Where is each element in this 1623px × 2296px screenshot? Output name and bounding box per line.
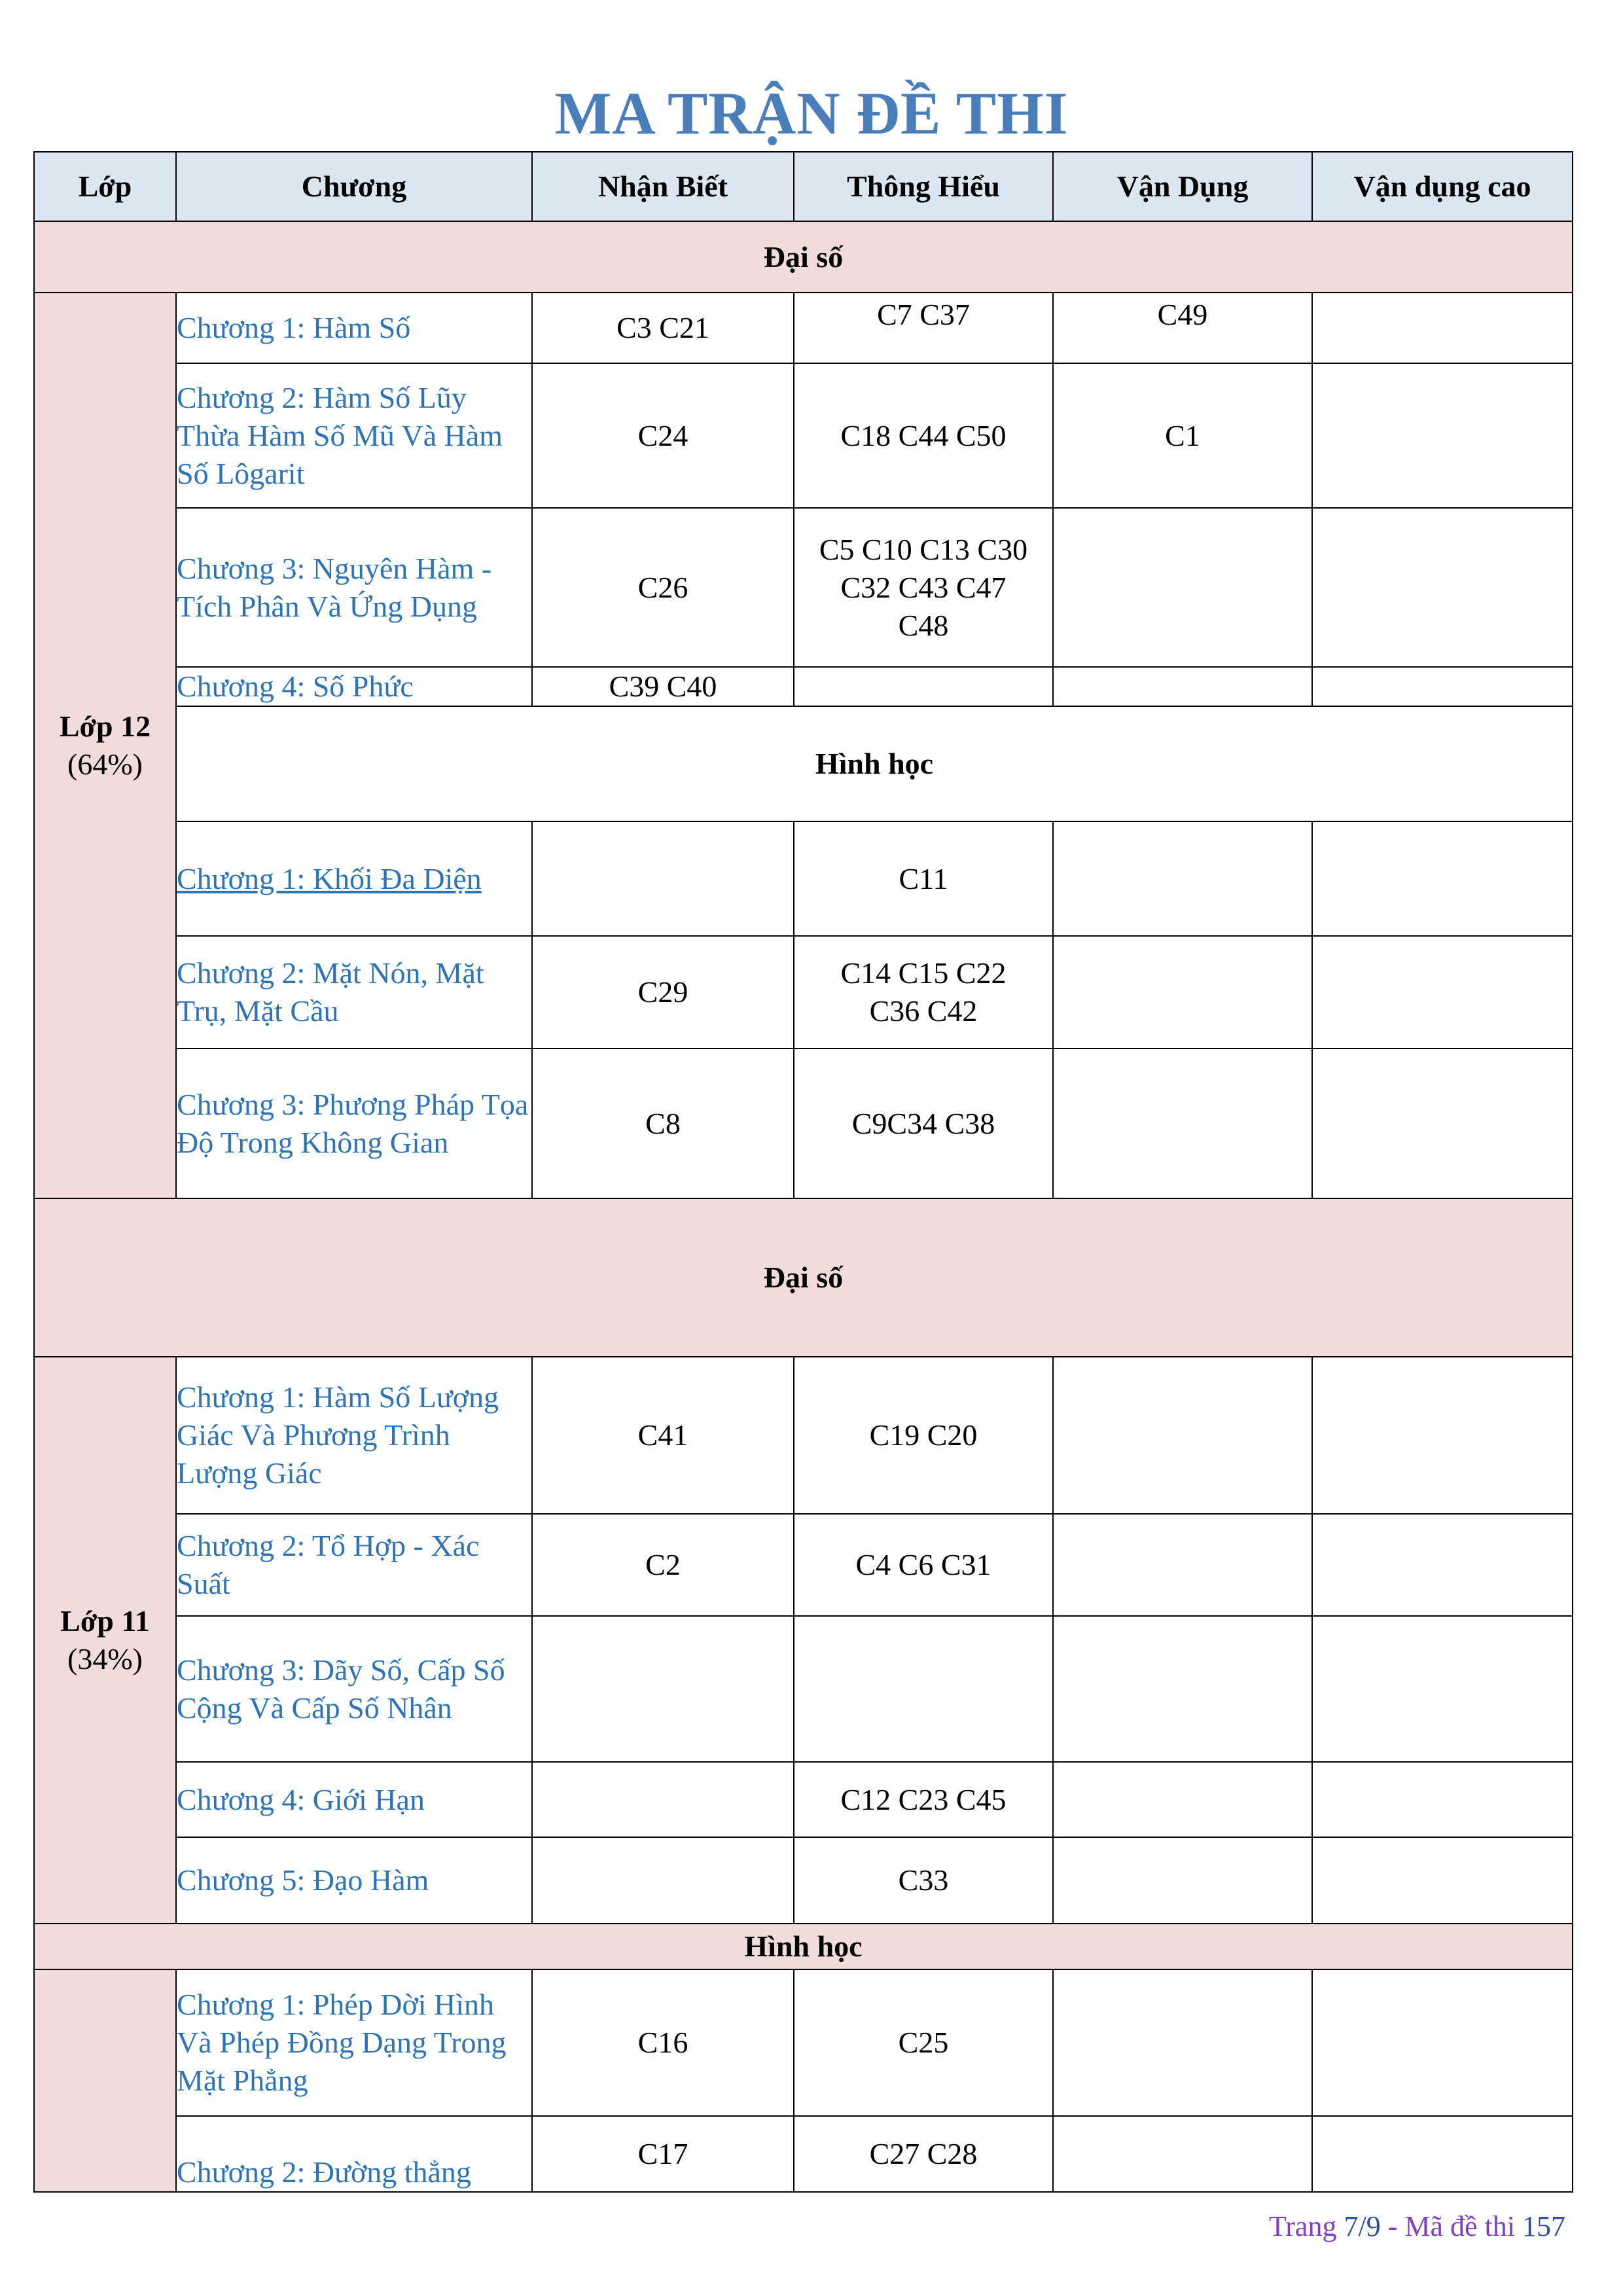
advanced-cell [1312, 1357, 1573, 1514]
comprehension-cell: C4 C6 C31 [794, 1514, 1053, 1616]
advanced-cell [1312, 1616, 1573, 1762]
recognition-cell [532, 1762, 794, 1837]
advanced-cell [1312, 1969, 1573, 2116]
comprehension-cell: C11 [794, 821, 1053, 936]
application-cell [1053, 1837, 1312, 1924]
application-cell [1053, 1969, 1312, 2116]
comprehension-cell: C9C34 C38 [794, 1049, 1053, 1198]
application-cell [1053, 1357, 1312, 1514]
table-row [34, 2116, 1573, 2192]
header-grade: Lớp [34, 152, 176, 221]
section-row [34, 1924, 1573, 1969]
comprehension-cell: C12 C23 C45 [794, 1762, 1053, 1837]
section-row [34, 1198, 1573, 1357]
chapter-cell: Chương 4: Số Phức [176, 667, 532, 706]
application-cell: C1 [1053, 363, 1312, 508]
chapter-cell: Chương 2: Đường thẳng [176, 2116, 532, 2192]
advanced-cell [1312, 363, 1573, 508]
comprehension-cell: C33 [794, 1837, 1053, 1924]
table-row [34, 1837, 1573, 1924]
advanced-cell [1312, 1514, 1573, 1616]
application-cell [1053, 508, 1312, 667]
recognition-cell: C3 C21 [532, 293, 794, 363]
footer-page-number: 7/9 [1344, 2210, 1381, 2242]
section-title-algebra-11: Đại số [34, 1198, 1573, 1357]
header-comprehension: Thông Hiểu [794, 152, 1053, 221]
comprehension-cell [794, 667, 1053, 706]
table-row [34, 508, 1573, 667]
grade-12-cell [34, 293, 176, 1198]
chapter-cell: Chương 3: Nguyên Hàm - Tích Phân Và Ứng Dụng [176, 508, 532, 667]
comprehension-cell: C14 C15 C22 C36 C42 [794, 936, 1053, 1049]
advanced-cell [1312, 2116, 1573, 2192]
table-row [34, 1049, 1573, 1198]
application-cell [1053, 936, 1312, 1049]
footer-middle: - Mã đề thi [1380, 2210, 1522, 2242]
section-title-geometry-11: Hình học [34, 1924, 1573, 1969]
grade-label: Lớp 11 [60, 1604, 150, 1638]
header-recognition: Nhận Biết [532, 152, 794, 221]
grade-percent: (34%) [67, 1642, 143, 1676]
chapter-cell: Chương 1: Hàm Số Lượng Giác Và Phương Trình Lượng Giác [176, 1357, 532, 1514]
table-row [34, 667, 1573, 706]
grade-11-geometry-cell [34, 1969, 176, 2192]
table-row [34, 1762, 1573, 1837]
header-row [34, 152, 1573, 221]
recognition-cell [532, 821, 794, 936]
header-application: Vận Dụng [1053, 152, 1312, 221]
chapter-cell[interactable]: Chương 1: Khối Đa Diện [176, 821, 532, 936]
recognition-cell: C2 [532, 1514, 794, 1616]
footer-prefix: Trang [1268, 2210, 1344, 2242]
footer-exam-code: 157 [1522, 2210, 1565, 2242]
comprehension-cell [794, 1616, 1053, 1762]
header-advanced-application: Vận dụng cao [1312, 152, 1573, 221]
application-cell [1053, 1762, 1312, 1837]
table-row [34, 1514, 1573, 1616]
recognition-cell: C17 [532, 2116, 794, 2192]
comprehension-cell: C5 C10 C13 C30 C32 C43 C47 C48 [794, 508, 1053, 667]
table-row [34, 363, 1573, 508]
table-row [34, 1357, 1573, 1514]
chapter-cell: Chương 1: Phép Dời Hình Và Phép Đồng Dạng Trong Mặt Phẳng [176, 1969, 532, 2116]
advanced-cell [1312, 667, 1573, 706]
comprehension-cell: C18 C44 C50 [794, 363, 1053, 508]
advanced-cell [1312, 508, 1573, 667]
comprehension-cell: C19 C20 [794, 1357, 1053, 1514]
grade-percent: (64%) [67, 747, 143, 781]
page-title: MA TRẬN ĐỀ THI [554, 80, 1069, 147]
section-row [34, 221, 1573, 293]
table-row [34, 821, 1573, 936]
chapter-cell: Chương 1: Hàm Số [176, 293, 532, 363]
chapter-cell: Chương 2: Mặt Nón, Mặt Trụ, Mặt Cầu [176, 936, 532, 1049]
chapter-cell: Chương 4: Giới Hạn [176, 1762, 532, 1837]
chapter-cell: Chương 3: Phương Pháp Tọa Độ Trong Không Gian [176, 1049, 532, 1198]
advanced-cell [1312, 1762, 1573, 1837]
application-cell [1053, 667, 1312, 706]
page-footer [1269, 2210, 1565, 2243]
section-title-algebra-12: Đại số [34, 221, 1573, 293]
section-row [34, 706, 1573, 821]
advanced-cell [1312, 293, 1573, 363]
advanced-cell [1312, 1049, 1573, 1198]
application-cell: C49 [1053, 293, 1312, 363]
comprehension-cell: C25 [794, 1969, 1053, 2116]
advanced-cell [1312, 821, 1573, 936]
chapter-cell: Chương 3: Dãy Số, Cấp Số Cộng Và Cấp Số Nhân [176, 1616, 532, 1762]
recognition-cell: C41 [532, 1357, 794, 1514]
recognition-cell: C29 [532, 936, 794, 1049]
recognition-cell: C16 [532, 1969, 794, 2116]
advanced-cell [1312, 936, 1573, 1049]
recognition-cell [532, 1837, 794, 1924]
application-cell [1053, 1049, 1312, 1198]
application-cell [1053, 821, 1312, 936]
header-chapter: Chương [176, 152, 532, 221]
recognition-cell: C39 C40 [532, 667, 794, 706]
table-row [34, 936, 1573, 1049]
recognition-cell: C8 [532, 1049, 794, 1198]
comprehension-cell: C7 C37 [794, 293, 1053, 363]
recognition-cell: C24 [532, 363, 794, 508]
table-row [34, 293, 1573, 363]
section-title-geometry-12: Hình học [176, 706, 1573, 821]
grade-11-cell [34, 1357, 176, 1924]
recognition-cell: C26 [532, 508, 794, 667]
recognition-cell [532, 1616, 794, 1762]
exam-matrix-table [33, 151, 1573, 2193]
advanced-cell [1312, 1837, 1573, 1924]
chapter-cell: Chương 2: Tổ Hợp - Xác Suất [176, 1514, 532, 1616]
application-cell [1053, 2116, 1312, 2192]
application-cell [1053, 1514, 1312, 1616]
table-row [34, 1969, 1573, 2116]
chapter-cell: Chương 5: Đạo Hàm [176, 1837, 532, 1924]
comprehension-cell: C27 C28 [794, 2116, 1053, 2192]
application-cell [1053, 1616, 1312, 1762]
chapter-cell: Chương 2: Hàm Số Lũy Thừa Hàm Số Mũ Và Hàm Số Lôgarit [176, 363, 532, 508]
table-row [34, 1616, 1573, 1762]
grade-label: Lớp 12 [59, 709, 151, 743]
